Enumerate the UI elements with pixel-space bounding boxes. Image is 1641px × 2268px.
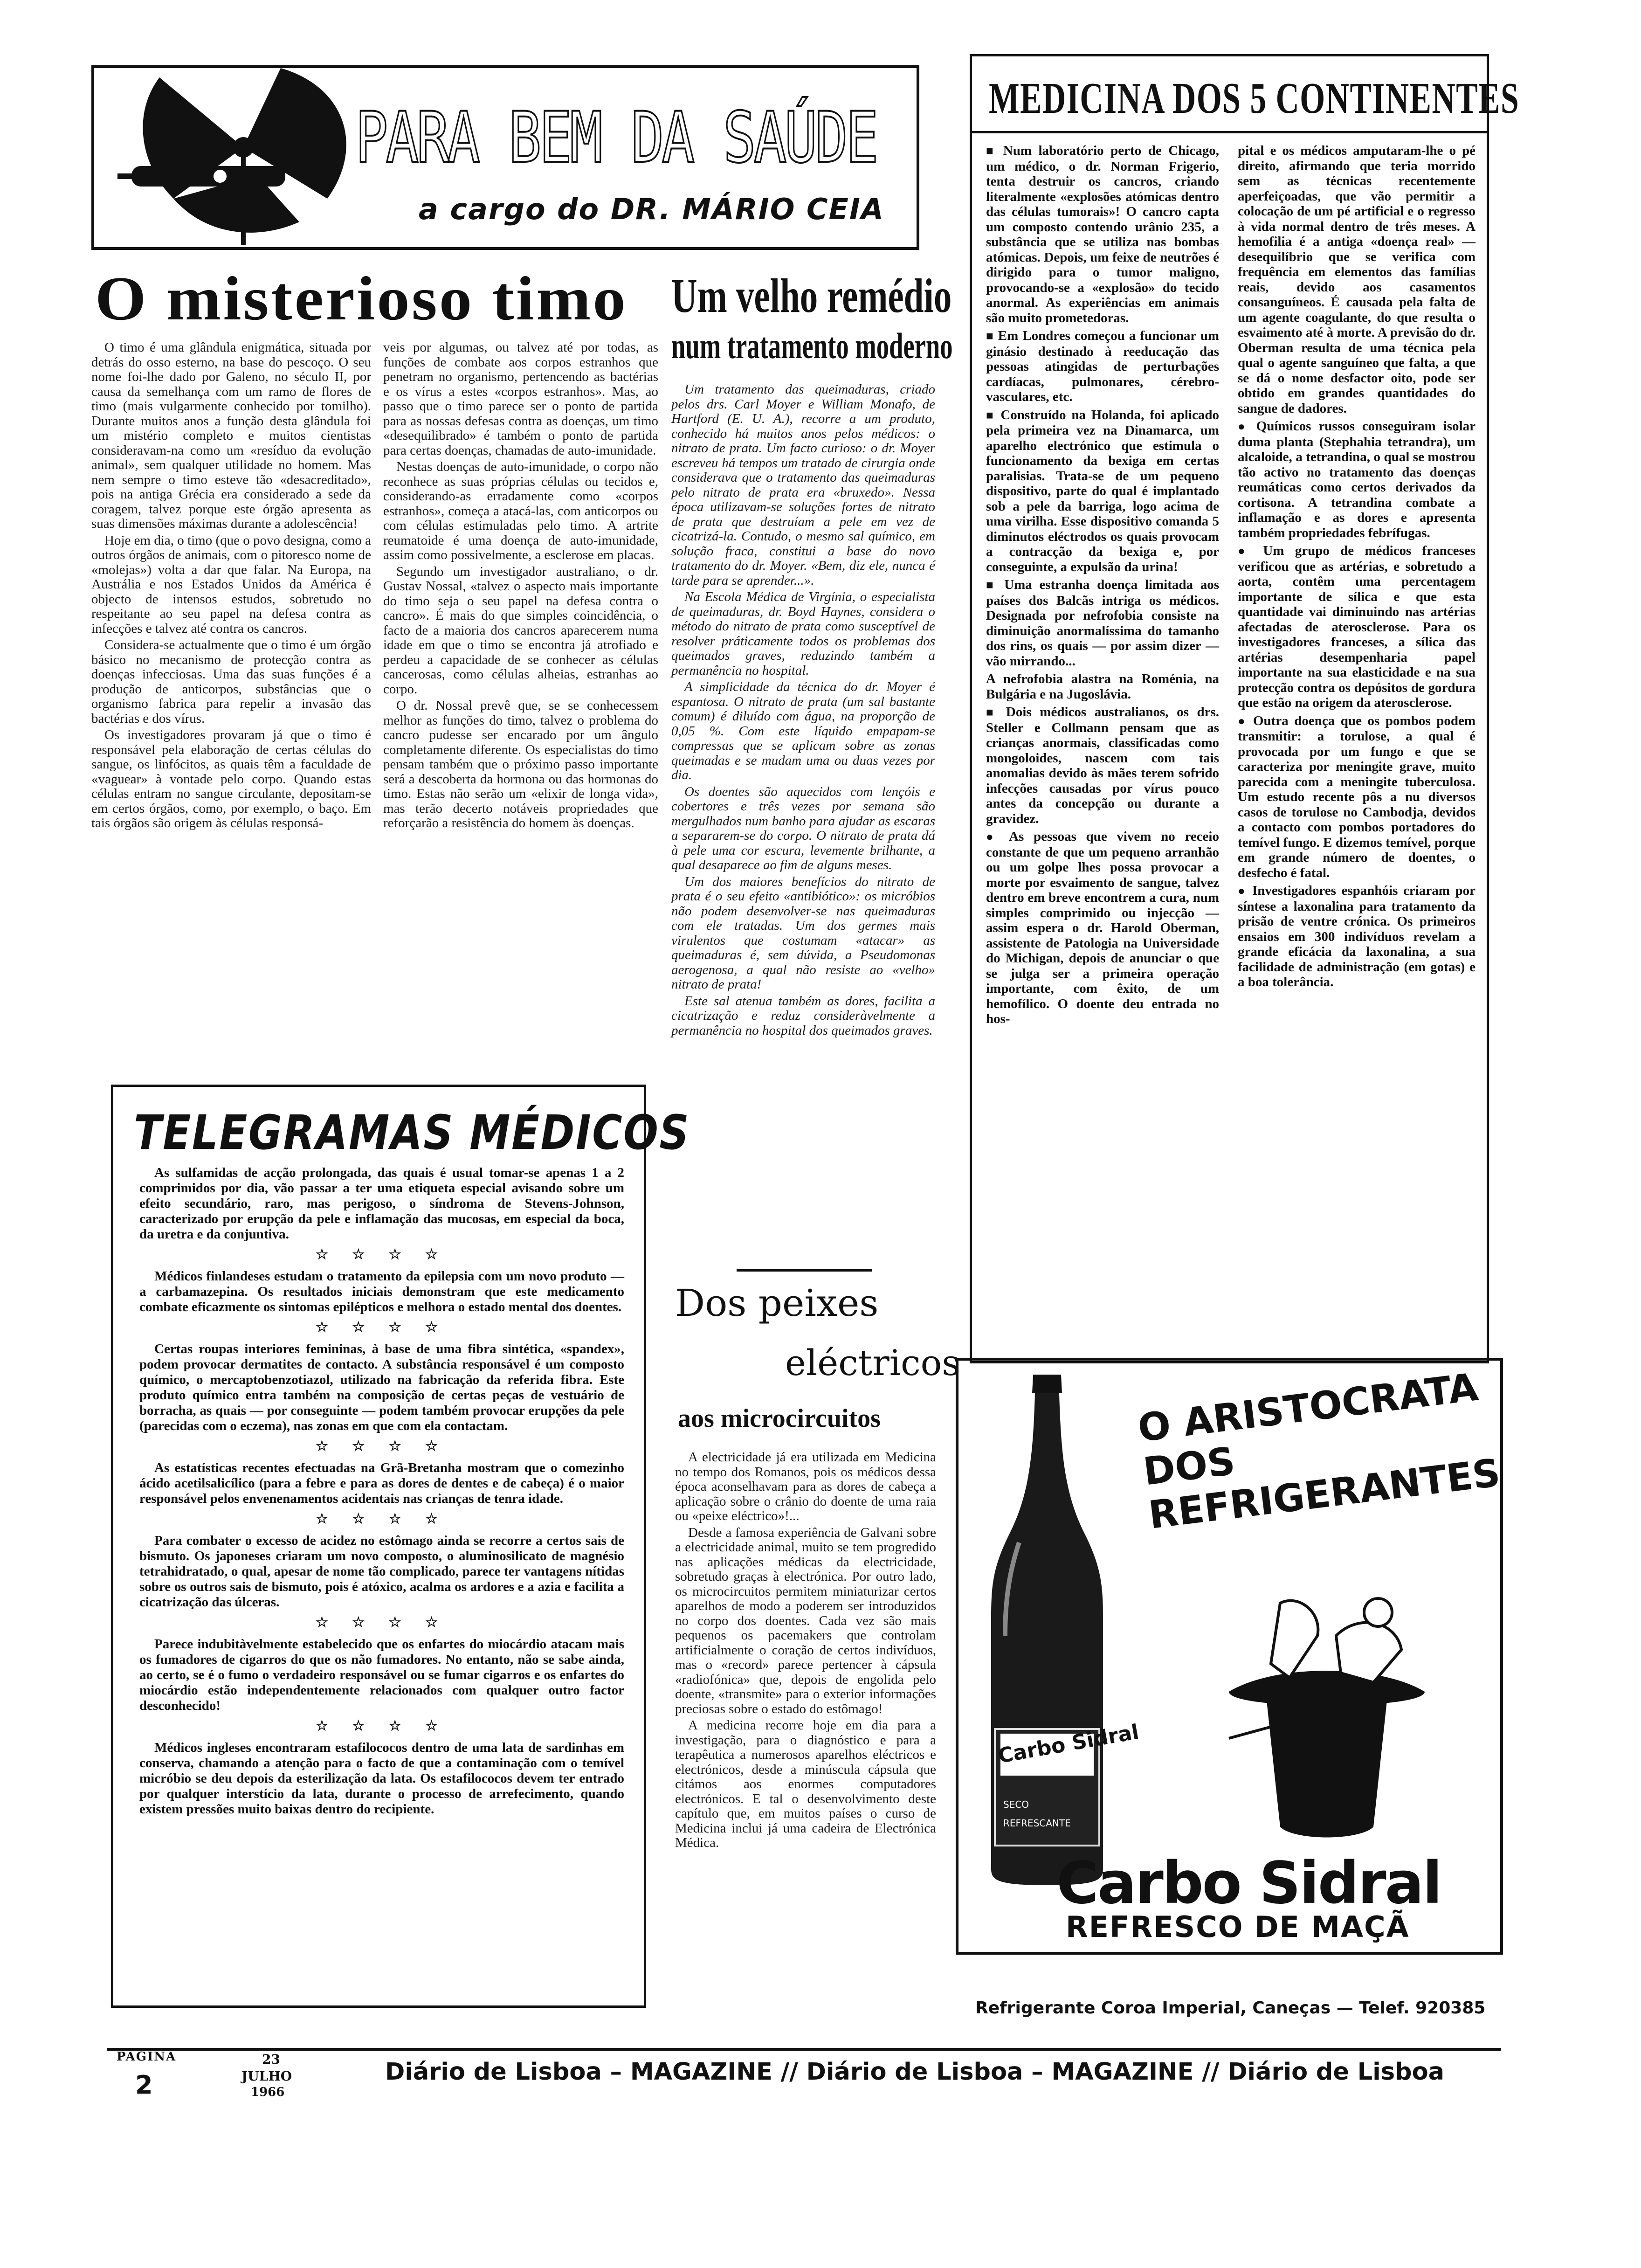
medicina-column-1 [986, 143, 1219, 1030]
medicina-item: pital e os médicos amputaram-lhe o pé direito, afirmando que teria morrido sem as técnicas recentemente aperfeiçoadas, que vão permitir a colocação de um pé artificial e o regresso à vida normal dentro de três meses. A hemofilia é a antiga «doença real» — desequilíbrio que se verifica com frequência em elementos das famílias reais, devido aos casamentos consanguíneos. É causada pela falta de um agente coagulante, do que resulta o esvaimento até à morte. A previsão do dr. Oberman resulta de uma técnica pela qual o agente sanguíneo que falta, a que se dá o nome desfactor oito, pode ser obtido em grandes quantidades do sangue de dadores. [1238, 143, 1476, 416]
peixes-headline-1: Dos peixes [675, 1281, 879, 1325]
ad-brand: Carbo Sidral [1056, 1850, 1441, 1917]
peixes-para: A medicina recorre hoje em dia para a investigação, para o diagnóstico e para a terapêutica a numerosos aparelhos eléctricos e electrónicos, desde a minúscula cápsula que citámos aos enormes computadores electrónicos. E tal o desenvolvimento deste capítulo que, em muitos países o curso de Medicina inclui já uma cadeira de Electrónica Médica. [675, 1718, 936, 1850]
bottle-small-text-1: SECO [1003, 1799, 1029, 1810]
telegrama-item: Parece indubitàvelmente estabelecido que os enfartes do miocárdio atacam mais os fumadores de cigarros do que os não fumadores. No entanto, não se sabe ainda, ao certo, se é o fumo o verdadeiro responsável ou se fumar cigarros e os enfartes do miocárdio estão independentemente relacionados com qualquer outro factor desconhecido! [139, 1637, 624, 1713]
microscope-illustration [103, 59, 393, 250]
telegramas-body [139, 1165, 624, 1817]
bottle-illustration [986, 1375, 1141, 1888]
peixes-headline-2: eléctricos [785, 1342, 960, 1383]
timo-col2-para: veis por algumas, ou talvez até por todas, as funções de combate aos corpos estranhos que penetram no organismo, pertencendo as bactérias e os vírus a estes «corpos estranhos». Mas, ao passo que o timo parece ser o ponto de partida para as nossas defesas contra as doenças, um timo «desequilibrado» é também o ponto de partida para certas doenças, chamadas de auto-imunidade. [383, 340, 658, 458]
bottle-small-text-2: REFRESCANTE [1003, 1818, 1071, 1829]
medicina-item: ● Químicos russos conseguiram isolar duma planta (Stephahia tetrandra), um alcaloide, a tetrandina, o qual se mostrou tão activo no tratamento das doenças reumáticas como certos derivados da cortisona. A tetrandina combate a inflamação e as dores e apresenta também propriedades febrífugas. [1238, 419, 1476, 540]
bottle-label: Carbo Sidral [996, 1720, 1141, 1768]
medicina-item: ● Um grupo de médicos franceses verificou que as artérias, e sobretudo a aorta, contêm uma percentagem importante de sílica e que esta quantidade vai diminuindo nas artérias afectadas de aterosclerose. Para os investigadores franceses, a sílica das artérias desempenharia papel importante na sua elasticidade e na sua protecção contra os depósitos de gordura que estão na origem da aterosclerose. [1238, 543, 1476, 711]
telegrama-item: Médicos ingleses encontraram estafilococos dentro de uma lata de sardinhas em conserva, chamando a atenção para o facto de que a contaminação com o temível micróbio se deu depois da esterilização da lata. Os estafilococos devem ter entrado por qualquer interstício da lata, durante o processo de arrefecimento, quando existem pressões muito baixas dentro do recipiente. [139, 1740, 624, 1817]
peixes-para: A electricidade já era utilizada em Medicina no tempo dos Romanos, pois os médicos dessa época aconselhavam para as dores de cabeça a aplicação sobre o crânio do doente de uma raia ou «peixe eléctrico»!... [675, 1450, 936, 1523]
footer-year: 1966 [251, 2085, 285, 2099]
remedio-headline-2: num tratamento moderno [671, 325, 953, 366]
medicina-item: ■ Dois médicos australianos, os drs. Steller e Collmann pensam que as crianças anormais, classificadas como mongoloides, nascem com tais anomalias devido às mães terem sofrido infecções causadas por vírus pouco antes da concepção ou durante a gravidez. [986, 705, 1219, 826]
stars-divider: ☆ ☆ ☆ ☆ [315, 1718, 448, 1734]
telegrama-item: Médicos finlandeses estudam o tratamento da epilepsia com um novo produto — a carbamazepina. Os resultados iniciais demonstram que este medicamento combate eficazmente os sintomas epilépticos e melhora o estado mental dos doentes. [139, 1269, 624, 1314]
timo-col1-para: O timo é uma glândula enigmática, situada por detrás do osso esterno, na base do pescoço. O seu nome foi-lhe dado por Galeno, no século II, por causa da semelhança com um ramo de flores de timo (mais vulgarmente conhecido por tomilho). Durante muitos anos a função desta glândula foi um mistério completo e muitos cientistas consideravam-na como um «resíduo da evolução animal», sem qualquer utilidade no homem. Mas nem sempre o timo esteve tão «desacreditado», pois na antiga Grécia era considerado a sede da coragem, talvez porque este órgão apresenta as suas dimensões máximas durante a adolescência! [91, 340, 371, 531]
footer-pagina-label: PAGINA [117, 2050, 177, 2064]
telegrama-item: As estatísticas recentes efectuadas na Grã-Bretanha mostram que o comezinho ácido acetilsalicílico (para a febre e para as dores de dentes e de cabeça) é o maior responsável pelos envenenamentos acidentais nas crianças de tenra idade. [139, 1460, 624, 1506]
medicina-item: ■ Num laboratório perto de Chicago, um médico, o dr. Norman Frigerio, tenta destruir os cancros, criando literalmente «explosões atómicas dentro das células tumorais»! O cancro capta um composto contendo urânio 235, a substância que se utiliza nas bombas atómicas. Depois, um feixe de neutrões é dirigido para o tumor maligno, provocando-se a «explosão» do tecido anormal. As experiências em animais são muito prometedoras. [986, 143, 1219, 325]
peixes-headline-3: aos microcircuitos [678, 1404, 881, 1433]
stars-divider: ☆ ☆ ☆ ☆ [315, 1615, 448, 1630]
ad-tagline: REFRESCO DE MAÇÃ [1066, 1910, 1410, 1944]
footer-day: 23 [262, 2052, 280, 2067]
timo-col2-para: O dr. Nossal prevê que, se se conhecessem melhor as funções do timo, talvez o problema do cancro pudesse ser encarado por um ângulo completamente diferente. Os especialistas do timo pensam também que o próximo passo importante será a descoberta da hormona ou das hormonas do timo. Estas não serão um «elixir de longa vida», mas terão decerto notáveis propriedades que reforçarão a resistência do homem às doenças. [383, 698, 658, 830]
timo-headline: O misterioso timo [95, 264, 628, 333]
carbo-sidral-ad [956, 1358, 1503, 1955]
remedio-para: A simplicidade da técnica do dr. Moyer é espantosa. O nitrato de prata (um sal bastante comum) é diluído com água, na proporção de 0,05 %. Com este líquido empapam-se compressas que se aplicam sobre as zonas queimadas e se mudam uma ou duas vezes por dia. [671, 679, 935, 782]
telegrama-item: Certas roupas interiores femininas, à base de uma fibra sintética, «spandex», podem provocar dermatites de contacto. A substância responsável é um composto químico, o mercaptobenzotiazol, utilizado na fabricação da referida fibra. Este produto químico entra também na composição de certas peças de vestuário de borracha, as quais — por conseguinte — podem também provocar erupções da pele (parecidas com o eczema), nas zonas em que com ela contactam. [139, 1341, 624, 1433]
peixes-column [675, 1450, 936, 2010]
top-hat-illustration [1220, 1584, 1434, 1846]
timo-col2-para: Segundo um investigador australiano, o dr. Gustav Nossal, «talvez o aspecto mais importante do timo seja o seu papel na defesa contra o cancro». É mais do que simples coincidência, o facto de a maioria dos cancros aparecerem numa idade em que o timo se encontra já atrofiado e perdeu a capacidade de se conhecer as células cancerosas, como células alheias, estranhas ao corpo. [383, 564, 658, 697]
stars-divider: ☆ ☆ ☆ ☆ [315, 1511, 448, 1527]
timo-column-2 [383, 340, 658, 1040]
timo-column-1 [91, 340, 371, 1040]
remedio-para: Este sal atenua também as dores, facilita a cicatrização e reduz consideràvelmente a permanência no hospital dos queimados graves. [671, 993, 935, 1038]
ad-headline: O ARISTOCRATA DOS REFRIGERANTES [1135, 1365, 1503, 1538]
stars-divider: ☆ ☆ ☆ ☆ [315, 1247, 448, 1262]
remedio-para: Os doentes são aquecidos com lençóis e cobertores e três vezes por semana são mergulhados num banho para ajudar as escaras a separarem-se do corpo. O nitrato de prata dá à pele uma cor escura, levemente brilhante, a qual desaparece ao fim de alguns meses. [671, 784, 935, 872]
health-header-byline: a cargo do DR. MÁRIO CEIA [419, 192, 884, 226]
remedio-para: Na Escola Médica de Virgínia, o especialista de queimaduras, dr. Boyd Haynes, considera o método do nitrato de prata como susceptível de resolver práticamente todos os problemas dos queimados graves, reduzindo também a permanência no hospital. [671, 589, 935, 678]
peixes-para: Desde a famosa experiência de Galvani sobre a electricidade animal, muito se tem progredido nas aplicações médicas da electricidade, sobretudo graças à electrónica. Por outro lado, os microcircuitos permitem miniaturizar certos aparelhos de modo a poderem ser introduzidos no corpo dos doentes. Cada vez são mais pequenos os pacemakers que controlam artificialmente o coração de certos indivíduos, mas o «record» parece pertencer à cápsula «radiofónica» que, depois de engolida pelo doente, «transmite» para o exterior informações preciosas sobre o estado do estômago! [675, 1525, 936, 1716]
medicina-item: ■ Em Londres começou a funcionar um ginásio destinado à reeducação das pessoas atingidas de perturbações cardíacas, pulmonares, cérebro-vasculares, etc. [986, 328, 1219, 405]
remedio-para: Um dos maiores benefícios do nitrato de prata é o seu efeito «antibiótico»: os micróbios não podem desenvolver-se nas queimaduras com ele tratadas. Um dos germes mais virulentos que costumam «atacar» as queimaduras é, sem dúvida, a Pseudomonas aerogenosa, a qual não resiste ao «velho» nitrato de prata! [671, 874, 935, 992]
telegramas-title: TELEGRAMAS MÉDICOS [134, 1105, 690, 1161]
footer-month: JULHO [241, 2068, 292, 2084]
medicina-item: A nefrofobia alastra na Roménia, na Bulgária e na Jugoslávia. [986, 671, 1219, 702]
telegramas-box [111, 1085, 690, 2008]
medicina-box [970, 54, 1520, 1363]
timo-col2-para: Nestas doenças de auto-imunidade, o corpo não reconhece as suas próprias células ou tecidos e, considerando-as erradamente como «corpos estranhos», começa a atacá-las, com anticorpos ou com células estimuladas pelo timo. A artrite reumatoide é uma doença de auto-imunidade, assim como possivelmente, a esclerose em placas. [383, 459, 658, 562]
medicina-item: ■ Uma estranha doença limitada aos países dos Balcãs intriga os médicos. Designada por nefrofobia consiste na diminuição anormalíssima do tamanho dos rins, os quais — por assim dizer — vão mirrando... [986, 577, 1219, 669]
timo-col1-para: Os investigadores provaram já que o timo é responsável pela elaboração de certas células do sangue, os linfócitos, as quais têm a faculdade de «vaguear» à vontade pelo corpo. Quando estas células entram no sangue circulante, depositam-se em certos órgãos, como, por exemplo, o baço. Em tais órgãos são origem às células responsá- [91, 727, 371, 830]
timo-col1-para: Considera-se actualmente que o timo é um órgão básico no mecanismo de protecção contra as doenças infecciosas. Uma das suas funções é a produção de anticorpos, substâncias que o organismo fabrica para repelir a invasão das bactérias e dos vírus. [91, 637, 371, 726]
medicina-item: ● As pessoas que vivem no receio constante de que um pequeno arranhão ou um golpe lhes possa provocar a morte por esvaimento de sangue, talvez dentro em breve encontrem a cura, num simples comprimido ou injecção — assim espera o dr. Harold Oberman, assistente de Patologia na Universidade do Michigan, depois de anunciar o que se julga ser a primeira operação importante, com êxito, de um hemofílico. O doente deu entrada no hos- [986, 829, 1219, 1027]
ad-footer: Refrigerante Coroa Imperial, Caneças — Telef. 920385 [975, 1998, 1486, 2018]
footer-rule [107, 2048, 1501, 2051]
remedio-para: Um tratamento das queimaduras, criado pelos drs. Carl Moyer e William Monafo, de Hartford (E. U. A.), recorre a um produto, conhecido há muitos anos pelos médicos: o nitrato de prata. Um facto curioso: o dr. Moyer escreveu há tempos um tratado de cirurgia onde considerava que o tratamento das queimaduras pelo nitrato de prata era «bruxedo». Nessa época utilizavam-se soluções fortes de nitrato de prata que destruíam a pele em vez de cicatrizá-la. Contudo, o mesmo sal químico, em solução fraca, constitui a base do novo tratamento do dr. Moyer. «Bem, diz ele, nunca é tarde para se aprender...». [671, 382, 935, 588]
health-header-title: PARA BEM DA SAÚDE [355, 97, 876, 179]
stars-divider: ☆ ☆ ☆ ☆ [315, 1438, 448, 1454]
telegrama-item: Para combater o excesso de acidez no estômago ainda se recorre a certos sais de bismuto. Os japoneses criaram um novo composto, o aluminosilicato de magnésio tetrahidratado, o qual, apesar de nome tão complicado, parece ter vantagens nítidas sobre os outros sais de bismuto, pois é atóxico, acalma os ardores e a azia e facilita a cicatrização das úlceras. [139, 1533, 624, 1610]
remedio-column [671, 382, 935, 1268]
remedio-headline-1: Um velho remédio [671, 269, 952, 323]
timo-col1-para: Hoje em dia, o timo (que o povo designa, como a outros órgãos de animais, com o pitoresco nome de «molejas») volta a dar que falar. Na Europa, na Austrália e nos Estados Unidos da América é objecto de intensos estudos, sobretudo no respeitante ao seu papel na defesa contra as infecções e talvez até contra os cancros. [91, 532, 371, 636]
stars-divider: ☆ ☆ ☆ ☆ [315, 1320, 448, 1335]
peixes-rule [737, 1269, 872, 1272]
medicina-title-rule [972, 131, 1487, 133]
medicina-item: ● Investigadores espanhóis criaram por síntese a laxonalina para tratamento da prisão de ventre crónica. Os primeiros ensaios em 300 indivíduos revelam a grande eficácia da laxonalina, a sua facilidade de administração (em gotas) e a boa tolerância. [1238, 883, 1476, 990]
medicina-title: MEDICINA DOS 5 CONTINENTES [989, 74, 1520, 123]
footer-page-number: 2 [135, 2070, 153, 2100]
health-header-box [91, 65, 919, 250]
medicina-column-2 [1238, 143, 1476, 993]
medicina-item: ● Outra doença que os pombos podem transmitir: a torulose, a qual é provocada por um fungo e que se caracteriza por meningite grave, muito parecida com a meningite tuberculosa. Um estudo recente pôs a nu diversos casos de torulose no Cambodja, devidos a contacto com pombos portadores do temível fungo. E dizemos temível, porque em grande número de doentes, o desfecho é fatal. [1238, 713, 1476, 881]
medicina-item: ■ Construído na Holanda, foi aplicado pela primeira vez na Dinamarca, um aparelho electrónico que estimula o funcionamento da bexiga em certas paralisias. Trata-se de um pequeno dispositivo, parte do qual é implantado sob a pele da barriga, logo acima de uma virilha. Esse dispositivo comanda 5 diminutos eléctrodos os quais provocam a contracção da bexiga e, por conseguinte, a expulsão da urina! [986, 408, 1219, 575]
footer-masthead: Diário de Lisboa – MAGAZINE // Diário de Lisboa – MAGAZINE // Diário de Lisboa [385, 2058, 1445, 2086]
telegrama-item: As sulfamidas de acção prolongada, das quais é usual tomar-se apenas 1 a 2 comprimidos por dia, vão passar a ter uma etiqueta especial avisando sobre um efeito secundário, raro, mas perigoso, o síndroma de Stevens-Johnson, caracterizado por erupção da pele e inflamação das mucosas, em especial da boca, da uretra e da conjuntiva. [139, 1165, 624, 1242]
